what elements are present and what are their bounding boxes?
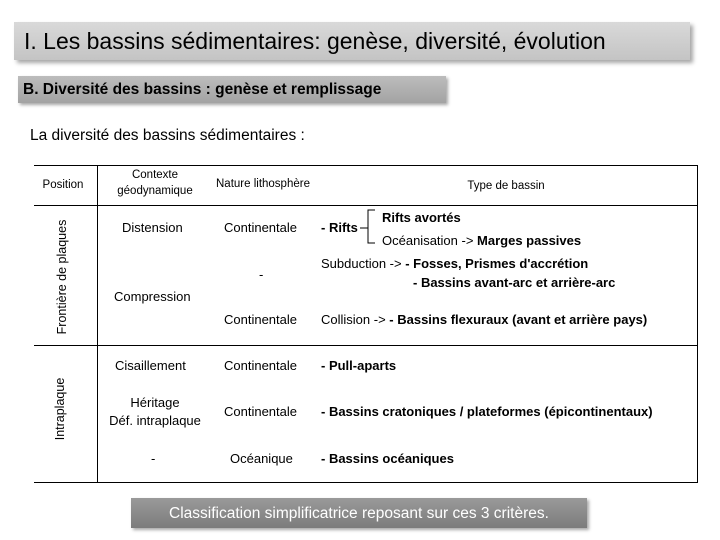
- section-subtitle: B. Diversité des bassins : genèse et remplissage: [23, 81, 382, 98]
- footer-text: Classification simplificatrice reposant sur ces 3 critères.: [169, 505, 549, 522]
- row-compression-oceanic-nature: -: [259, 267, 264, 282]
- header-position: Position: [42, 179, 84, 191]
- row-heritage-contexte: [102, 394, 208, 430]
- header-type: Type de bassin: [467, 180, 545, 192]
- row-cisaillement-nature: Continentale: [224, 358, 297, 373]
- collision-prefix: Collision ->: [321, 312, 390, 327]
- collision-result: - Bassins flexuraux (avant et arrière pays): [389, 312, 648, 327]
- header-nature: Nature lithosphère: [216, 178, 310, 190]
- row-oceanique-type: - Bassins océaniques: [321, 451, 454, 466]
- row-distension-contexte: Distension: [122, 220, 183, 235]
- subtitle-bar: [18, 76, 446, 103]
- group-divider: [34, 345, 698, 346]
- row-compression-continental-nature: Continentale: [224, 312, 297, 327]
- row-distension-nature: Continentale: [224, 220, 297, 235]
- row-compression-collision: [321, 312, 647, 327]
- oceanisation-prefix: Océanisation ->: [382, 233, 478, 248]
- row-distension-oceanisation: [382, 233, 581, 248]
- row-oceanique-contexte: -: [151, 451, 156, 466]
- header-contexte-line1: Contexte: [131, 169, 179, 181]
- subduction-prefix: Subduction ->: [321, 256, 406, 271]
- heritage-line2: Déf. intraplaque: [109, 413, 201, 428]
- header-contexte: [104, 167, 206, 199]
- row-distension-rifts-label: - Rifts: [321, 220, 358, 235]
- group-label-intraplaque: Intraplaque: [53, 377, 67, 441]
- classification-table: [34, 165, 698, 483]
- row-distension-rifts-avortes: Rifts avortés: [382, 210, 461, 225]
- heritage-line1: Héritage: [130, 395, 180, 410]
- table-border-bottom: [34, 482, 698, 483]
- table-border-right: [697, 165, 698, 483]
- row-compression-contexte: Compression: [114, 289, 191, 304]
- subduction-result-2: - Bassins avant-arc et arrière-arc: [413, 275, 616, 290]
- footer-note: [131, 498, 587, 528]
- title-bar: [14, 22, 690, 60]
- subduction-result-1: - Fosses, Prismes d'accrétion: [405, 256, 589, 271]
- table-header-divider: [34, 205, 698, 206]
- row-heritage-nature: Continentale: [224, 404, 297, 419]
- row-compression-subduction-line1: [321, 256, 588, 271]
- column-divider: [97, 165, 98, 483]
- header-contexte-line2: géodynamique: [117, 185, 193, 197]
- row-oceanique-nature: Océanique: [230, 451, 293, 466]
- row-heritage-type: - Bassins cratoniques / plateformes (épicontinentaux): [321, 404, 653, 419]
- page-title: I. Les bassins sédimentaires: genèse, diversité, évolution: [24, 28, 606, 54]
- row-cisaillement-type: - Pull-aparts: [321, 358, 397, 373]
- row-cisaillement-contexte: Cisaillement: [115, 358, 186, 373]
- oceanisation-result: Marges passives: [477, 233, 582, 248]
- table-border-top: [34, 165, 698, 166]
- group-label-frontiere: Frontière de plaques: [55, 219, 69, 335]
- intro-text: La diversité des bassins sédimentaires :: [30, 127, 305, 144]
